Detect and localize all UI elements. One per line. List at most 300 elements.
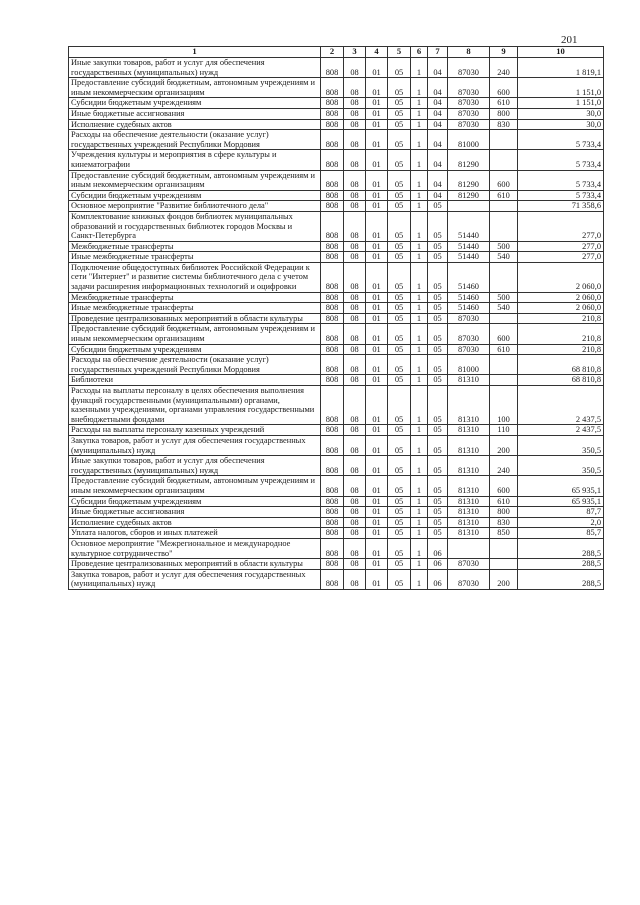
ministry-code-cell: 808 [321,375,344,386]
subsection-code-cell: 01 [366,517,388,528]
header-cell: 8 [448,47,490,58]
ministry-code-cell: 808 [321,386,344,425]
expense-type-cell: 800 [490,507,518,518]
subprogram-code-cell: 1 [411,241,428,252]
section-code-cell: 08 [344,324,366,344]
expense-type-cell: 240 [490,456,518,476]
direction-code-cell [448,538,490,558]
event-code-cell: 05 [428,201,448,212]
ministry-code-cell: 808 [321,303,344,314]
program-code-cell: 05 [388,78,411,98]
table-row [69,386,604,425]
section-code-cell: 08 [344,476,366,496]
amount-cell: 5 733,4 [518,170,604,190]
section-code-cell: 08 [344,528,366,539]
direction-code-cell: 87030 [448,78,490,98]
subsection-code-cell: 01 [366,528,388,539]
budget-table [68,46,604,590]
item-name-cell: Закупка товаров, работ и услуг для обеспечения государственных (муниципальных) нужд [69,435,321,455]
program-code-cell: 05 [388,386,411,425]
item-name-cell: Библиотеки [69,375,321,386]
table-row [69,559,604,570]
event-code-cell: 05 [428,355,448,375]
direction-code-cell: 81310 [448,386,490,425]
section-code-cell: 08 [344,190,366,201]
header-cell: 4 [366,47,388,58]
amount-cell: 288,5 [518,538,604,558]
direction-code-cell: 87030 [448,569,490,589]
amount-cell: 2 060,0 [518,292,604,303]
direction-code-cell: 81310 [448,496,490,507]
amount-cell: 210,8 [518,344,604,355]
expense-type-cell [490,211,518,241]
subprogram-code-cell: 1 [411,456,428,476]
ministry-code-cell: 808 [321,569,344,589]
item-name-cell: Предоставление субсидий бюджетным, автономным учреждениям и иным некоммерческим организациям [69,476,321,496]
direction-code-cell: 51460 [448,303,490,314]
section-code-cell: 08 [344,456,366,476]
table-row [69,108,604,119]
amount-cell: 288,5 [518,559,604,570]
section-code-cell: 08 [344,425,366,436]
section-code-cell: 08 [344,507,366,518]
subsection-code-cell: 01 [366,386,388,425]
direction-code-cell: 87030 [448,344,490,355]
expense-type-cell: 610 [490,98,518,109]
ministry-code-cell: 808 [321,559,344,570]
table-row [69,98,604,109]
direction-code-cell: 81310 [448,507,490,518]
item-name-cell: Комплектование книжных фондов библиотек муниципальных образований и государственных библиотек городов Москвы и Санкт-Петербурга [69,211,321,241]
section-code-cell: 08 [344,569,366,589]
amount-cell: 2 060,0 [518,262,604,292]
amount-cell: 210,8 [518,313,604,324]
direction-code-cell: 81310 [448,456,490,476]
item-name-cell: Субсидии бюджетным учреждениям [69,190,321,201]
event-code-cell: 04 [428,170,448,190]
event-code-cell: 04 [428,130,448,150]
subprogram-code-cell: 1 [411,262,428,292]
section-code-cell: 08 [344,201,366,212]
event-code-cell: 04 [428,58,448,78]
ministry-code-cell: 808 [321,476,344,496]
event-code-cell: 04 [428,119,448,130]
event-code-cell: 04 [428,150,448,170]
event-code-cell: 05 [428,375,448,386]
table-row [69,528,604,539]
table-row [69,507,604,518]
ministry-code-cell: 808 [321,496,344,507]
amount-cell: 87,7 [518,507,604,518]
expense-type-cell: 240 [490,58,518,78]
program-code-cell: 05 [388,344,411,355]
expense-type-cell: 200 [490,435,518,455]
subprogram-code-cell: 1 [411,528,428,539]
event-code-cell: 05 [428,313,448,324]
item-name-cell: Субсидии бюджетным учреждениям [69,98,321,109]
subprogram-code-cell: 1 [411,476,428,496]
direction-code-cell: 81000 [448,130,490,150]
table-row [69,119,604,130]
amount-cell: 288,5 [518,569,604,589]
table-row [69,190,604,201]
program-code-cell: 05 [388,476,411,496]
amount-cell: 68 810,8 [518,375,604,386]
program-code-cell: 05 [388,150,411,170]
ministry-code-cell: 808 [321,456,344,476]
item-name-cell: Иные межбюджетные трансферты [69,252,321,263]
subsection-code-cell: 01 [366,150,388,170]
subsection-code-cell: 01 [366,130,388,150]
table-row [69,292,604,303]
ministry-code-cell: 808 [321,355,344,375]
ministry-code-cell: 808 [321,292,344,303]
expense-type-cell [490,130,518,150]
ministry-code-cell: 808 [321,201,344,212]
item-name-cell: Основное мероприятие "Межрегиональное и международное культурное сотрудничество" [69,538,321,558]
direction-code-cell: 81000 [448,355,490,375]
table-row [69,435,604,455]
expense-type-cell [490,375,518,386]
expense-type-cell: 110 [490,425,518,436]
program-code-cell: 05 [388,496,411,507]
subsection-code-cell: 01 [366,252,388,263]
direction-code-cell: 81310 [448,476,490,496]
subprogram-code-cell: 1 [411,211,428,241]
event-code-cell: 05 [428,435,448,455]
event-code-cell: 05 [428,517,448,528]
program-code-cell: 05 [388,170,411,190]
subsection-code-cell: 01 [366,507,388,518]
program-code-cell: 05 [388,201,411,212]
item-name-cell: Иные бюджетные ассигнования [69,507,321,518]
amount-cell: 1 819,1 [518,58,604,78]
header-cell: 1 [69,47,321,58]
program-code-cell: 05 [388,313,411,324]
section-code-cell: 08 [344,344,366,355]
section-code-cell: 08 [344,496,366,507]
subprogram-code-cell: 1 [411,344,428,355]
amount-cell: 2 060,0 [518,303,604,314]
subsection-code-cell: 01 [366,190,388,201]
event-code-cell: 05 [428,386,448,425]
subprogram-code-cell: 1 [411,355,428,375]
section-code-cell: 08 [344,150,366,170]
event-code-cell: 05 [428,292,448,303]
expense-type-cell: 540 [490,303,518,314]
program-code-cell: 05 [388,456,411,476]
section-code-cell: 08 [344,170,366,190]
amount-cell: 277,0 [518,241,604,252]
subprogram-code-cell: 1 [411,201,428,212]
subsection-code-cell: 01 [366,313,388,324]
expense-type-cell: 200 [490,569,518,589]
section-code-cell: 08 [344,252,366,263]
item-name-cell: Проведение централизованных мероприятий в области культуры [69,559,321,570]
expense-type-cell: 600 [490,78,518,98]
expense-type-cell: 610 [490,344,518,355]
ministry-code-cell: 808 [321,211,344,241]
subprogram-code-cell: 1 [411,507,428,518]
item-name-cell: Уплата налогов, сборов и иных платежей [69,528,321,539]
event-code-cell: 06 [428,538,448,558]
section-code-cell: 08 [344,119,366,130]
subprogram-code-cell: 1 [411,435,428,455]
subprogram-code-cell: 1 [411,324,428,344]
expense-type-cell: 610 [490,190,518,201]
amount-cell: 5 733,4 [518,190,604,201]
subprogram-code-cell: 1 [411,517,428,528]
ministry-code-cell: 808 [321,190,344,201]
table-row [69,375,604,386]
event-code-cell: 04 [428,78,448,98]
subprogram-code-cell: 1 [411,303,428,314]
expense-type-cell: 850 [490,528,518,539]
program-code-cell: 05 [388,425,411,436]
direction-code-cell: 81310 [448,435,490,455]
program-code-cell: 05 [388,375,411,386]
section-code-cell: 08 [344,211,366,241]
event-code-cell: 06 [428,559,448,570]
expense-type-cell [490,313,518,324]
subsection-code-cell: 01 [366,58,388,78]
subsection-code-cell: 01 [366,170,388,190]
ministry-code-cell: 808 [321,425,344,436]
table-row [69,569,604,589]
ministry-code-cell: 808 [321,528,344,539]
section-code-cell: 08 [344,262,366,292]
table-row [69,425,604,436]
section-code-cell: 08 [344,241,366,252]
direction-code-cell: 51460 [448,262,490,292]
ministry-code-cell: 808 [321,119,344,130]
header-cell: 6 [411,47,428,58]
subprogram-code-cell: 1 [411,130,428,150]
amount-cell: 5 733,4 [518,130,604,150]
item-name-cell: Закупка товаров, работ и услуг для обеспечения государственных (муниципальных) нужд [69,569,321,589]
event-code-cell: 05 [428,456,448,476]
direction-code-cell: 87030 [448,313,490,324]
item-name-cell: Предоставление субсидий бюджетным, автономным учреждениям и иным некоммерческим организациям [69,324,321,344]
ministry-code-cell: 808 [321,78,344,98]
program-code-cell: 05 [388,303,411,314]
table-row [69,313,604,324]
event-code-cell: 05 [428,262,448,292]
ministry-code-cell: 808 [321,538,344,558]
event-code-cell: 05 [428,324,448,344]
item-name-cell: Иные закупки товаров, работ и услуг для обеспечения государственных (муниципальных) нужд [69,58,321,78]
expense-type-cell: 500 [490,292,518,303]
table-row [69,150,604,170]
subsection-code-cell: 01 [366,303,388,314]
expense-type-cell [490,559,518,570]
subprogram-code-cell: 1 [411,119,428,130]
direction-code-cell: 87030 [448,559,490,570]
ministry-code-cell: 808 [321,507,344,518]
event-code-cell: 05 [428,303,448,314]
direction-code-cell: 81310 [448,517,490,528]
subprogram-code-cell: 1 [411,496,428,507]
event-code-cell: 04 [428,98,448,109]
ministry-code-cell: 808 [321,262,344,292]
amount-cell: 5 733,4 [518,150,604,170]
expense-type-cell: 600 [490,170,518,190]
amount-cell: 1 151,0 [518,98,604,109]
subsection-code-cell: 01 [366,78,388,98]
direction-code-cell: 87030 [448,58,490,78]
event-code-cell: 05 [428,496,448,507]
event-code-cell: 05 [428,211,448,241]
section-code-cell: 08 [344,517,366,528]
section-code-cell: 08 [344,78,366,98]
table-row [69,517,604,528]
amount-cell: 68 810,8 [518,355,604,375]
subprogram-code-cell: 1 [411,58,428,78]
program-code-cell: 05 [388,569,411,589]
section-code-cell: 08 [344,313,366,324]
section-code-cell: 08 [344,355,366,375]
ministry-code-cell: 808 [321,150,344,170]
subprogram-code-cell: 1 [411,190,428,201]
subsection-code-cell: 01 [366,108,388,119]
section-code-cell: 08 [344,292,366,303]
table-row [69,170,604,190]
item-name-cell: Подключение общедоступных библиотек Российской Федерации к сети "Интернет" и развитие системы библиотечного дела с учетом задачи расширения информационных технологий и оцифровки [69,262,321,292]
program-code-cell: 05 [388,292,411,303]
section-code-cell: 08 [344,386,366,425]
item-name-cell: Исполнение судебных актов [69,119,321,130]
item-name-cell: Расходы на обеспечение деятельности (оказание услуг) государственных учреждений Республики Мордовия [69,355,321,375]
table-row [69,78,604,98]
amount-cell: 277,0 [518,211,604,241]
header-cell: 3 [344,47,366,58]
program-code-cell: 05 [388,355,411,375]
subprogram-code-cell: 1 [411,292,428,303]
direction-code-cell [448,201,490,212]
expense-type-cell: 830 [490,119,518,130]
expense-type-cell: 540 [490,252,518,263]
subsection-code-cell: 01 [366,435,388,455]
expense-type-cell: 500 [490,241,518,252]
event-code-cell: 04 [428,190,448,201]
ministry-code-cell: 808 [321,517,344,528]
direction-code-cell: 87030 [448,324,490,344]
item-name-cell: Исполнение судебных актов [69,517,321,528]
amount-cell: 2 437,5 [518,425,604,436]
subprogram-code-cell: 1 [411,559,428,570]
amount-cell: 210,8 [518,324,604,344]
direction-code-cell: 81290 [448,170,490,190]
event-code-cell: 05 [428,252,448,263]
program-code-cell: 05 [388,211,411,241]
subsection-code-cell: 01 [366,119,388,130]
direction-code-cell: 81310 [448,528,490,539]
ministry-code-cell: 808 [321,344,344,355]
subprogram-code-cell: 1 [411,375,428,386]
amount-cell: 71 358,6 [518,201,604,212]
program-code-cell: 05 [388,324,411,344]
table-row [69,303,604,314]
expense-type-cell: 830 [490,517,518,528]
amount-cell: 350,5 [518,435,604,455]
ministry-code-cell: 808 [321,241,344,252]
expense-type-cell [490,201,518,212]
table-row [69,241,604,252]
table-row [69,456,604,476]
direction-code-cell: 87030 [448,98,490,109]
header-cell: 7 [428,47,448,58]
subprogram-code-cell: 1 [411,569,428,589]
event-code-cell: 05 [428,507,448,518]
expense-type-cell: 100 [490,386,518,425]
item-name-cell: Проведение централизованных мероприятий в области культуры [69,313,321,324]
table-row [69,496,604,507]
direction-code-cell: 51440 [448,241,490,252]
subprogram-code-cell: 1 [411,108,428,119]
amount-cell: 30,0 [518,119,604,130]
program-code-cell: 05 [388,58,411,78]
amount-cell: 277,0 [518,252,604,263]
ministry-code-cell: 808 [321,252,344,263]
subsection-code-cell: 01 [366,292,388,303]
ministry-code-cell: 808 [321,170,344,190]
amount-cell: 350,5 [518,456,604,476]
table-row [69,476,604,496]
page-number: 201 [561,34,578,46]
subsection-code-cell: 01 [366,262,388,292]
program-code-cell: 05 [388,517,411,528]
table-row [69,211,604,241]
subsection-code-cell: 01 [366,476,388,496]
direction-code-cell: 81310 [448,375,490,386]
table-row [69,344,604,355]
direction-code-cell: 51460 [448,292,490,303]
subprogram-code-cell: 1 [411,538,428,558]
subsection-code-cell: 01 [366,456,388,476]
item-name-cell: Субсидии бюджетным учреждениям [69,344,321,355]
program-code-cell: 05 [388,190,411,201]
table-row [69,324,604,344]
ministry-code-cell: 808 [321,130,344,150]
direction-code-cell: 81290 [448,150,490,170]
event-code-cell: 05 [428,344,448,355]
item-name-cell: Иные бюджетные ассигнования [69,108,321,119]
event-code-cell: 05 [428,476,448,496]
table-row [69,355,604,375]
ministry-code-cell: 808 [321,108,344,119]
subprogram-code-cell: 1 [411,78,428,98]
direction-code-cell: 51440 [448,252,490,263]
ministry-code-cell: 808 [321,313,344,324]
expense-type-cell [490,262,518,292]
expense-type-cell: 610 [490,496,518,507]
subsection-code-cell: 01 [366,425,388,436]
program-code-cell: 05 [388,252,411,263]
table-row [69,201,604,212]
subsection-code-cell: 01 [366,344,388,355]
table-row [69,252,604,263]
subprogram-code-cell: 1 [411,98,428,109]
ministry-code-cell: 808 [321,435,344,455]
expense-type-cell: 600 [490,476,518,496]
header-cell: 10 [518,47,604,58]
header-cell: 9 [490,47,518,58]
subprogram-code-cell: 1 [411,386,428,425]
direction-code-cell: 81310 [448,425,490,436]
subsection-code-cell: 01 [366,355,388,375]
section-code-cell: 08 [344,58,366,78]
program-code-cell: 05 [388,538,411,558]
